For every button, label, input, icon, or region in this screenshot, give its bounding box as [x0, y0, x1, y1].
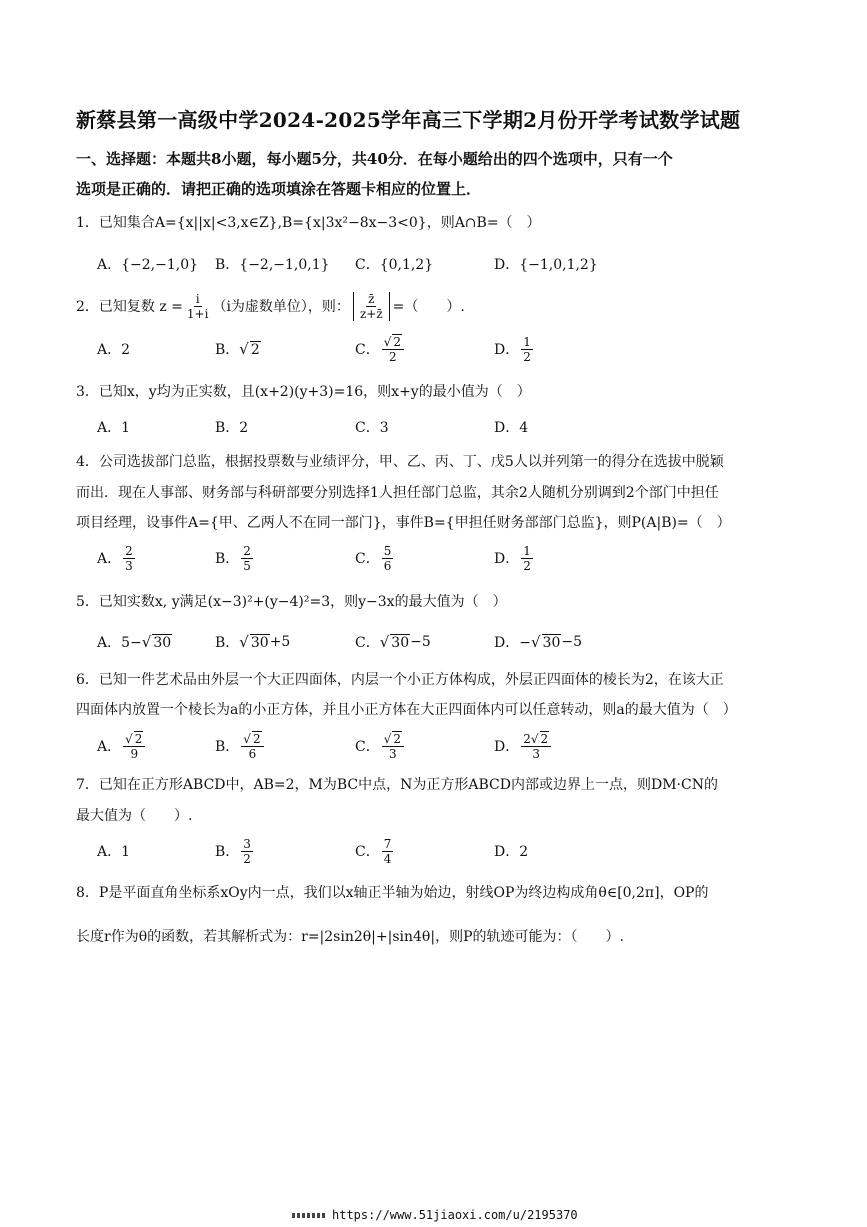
q2-fraction-num: i	[195, 291, 200, 306]
q1-option-b[interactable]: B．{−2,−1,0,1}	[215, 257, 330, 273]
q5-option-a[interactable]	[97, 624, 172, 660]
q4-options	[97, 540, 717, 576]
q4-line-2: 而出．现在人事部、财务部与科研部要分别选择1人担任部门总监，其余2人随机分别调到2个部门中担任	[76, 485, 719, 501]
q6-option-a-fraction	[123, 731, 145, 761]
q2-option-a[interactable]: A．2	[97, 342, 131, 358]
q2-option-c-fraction	[382, 334, 404, 364]
q2-option-b-key: B．	[215, 342, 240, 358]
q1-option-a[interactable]: A．{−2,−1,0}	[97, 257, 199, 273]
q2-option-c-key: C．	[355, 342, 380, 358]
q5-option-d-tail: −5	[561, 634, 582, 650]
q4-option-c-den: 6	[383, 558, 392, 573]
q6-option-c-num: √ 2	[382, 731, 404, 747]
q4-option-d-den: 2	[523, 558, 531, 573]
q2-stem-a: 2．已知复数 z =	[76, 299, 183, 315]
q7-option-c-den: 4	[383, 851, 392, 866]
q3-options	[97, 409, 717, 445]
q2-stem	[76, 292, 736, 320]
q2-option-d-fraction	[521, 335, 533, 364]
radical-sign: √	[530, 633, 541, 651]
q6-option-b-fraction	[241, 731, 263, 761]
q4-option-a-den: 3	[125, 558, 133, 573]
q7-option-c-fraction	[382, 837, 394, 866]
q2-option-d[interactable]	[494, 331, 535, 367]
q5-option-b[interactable]	[215, 624, 290, 660]
q7-option-d[interactable]: D．2	[494, 844, 529, 860]
q5-stem: 5．已知实数x, y满足(x−3)²+(y−4)²=3，则y−3x的最大值为（ ）	[76, 594, 507, 610]
q2-option-b[interactable]	[215, 331, 261, 367]
q6-option-d[interactable]	[494, 728, 553, 764]
q2-option-c-radicand: 2	[393, 335, 402, 349]
q2-option-b-radicand: 2	[250, 341, 260, 358]
q6-option-c-den: 3	[389, 747, 397, 761]
q8-line-1: 8．P是平面直角坐标系xOy内一点，我们以x轴正半轴为始边，射线OP为终边构成角θ∈[0,2π]，OP的	[76, 885, 709, 901]
section-line-2: 选项是正确的．请把正确的选项填涂在答题卡相应的位置上．	[76, 180, 482, 198]
q6-option-a-radicand: 2	[134, 732, 143, 746]
q5-option-c-tail: −5	[410, 634, 431, 650]
q3-option-c[interactable]: C．3	[355, 420, 389, 436]
q6-option-b-radicand: 2	[252, 732, 261, 746]
q6-option-d-key: D．	[494, 739, 520, 755]
q6-option-a-num: √ 2	[123, 731, 145, 747]
q7-option-b-num: 3	[243, 836, 251, 851]
q5-option-d-key: D．−	[494, 635, 531, 651]
q7-option-b-key: B．	[215, 844, 240, 860]
q7-option-a[interactable]: A．1	[97, 844, 131, 860]
q5-option-b-key: B．	[215, 635, 240, 651]
footer	[292, 1208, 578, 1222]
radical-sign: √	[379, 633, 390, 651]
q6-option-d-den: 3	[532, 747, 541, 761]
q2-abs-num: z̄	[368, 291, 375, 306]
q8-line-2: 长度r作为θ的函数，若其解析式为：r=|2sin2θ|+|sin4θ|，则P的轨迹可能为：（ ）.	[76, 929, 624, 945]
q4-option-b-den: 5	[243, 558, 251, 573]
q2-options	[97, 331, 717, 367]
q6-option-a[interactable]	[97, 728, 147, 764]
q4-option-c-num: 5	[383, 543, 392, 558]
q4-line-3: 项目经理，设事件A={甲、乙两人不在同一部门}，事件B={甲担任财务部部门总监}，则P(A|B)=（ ）	[76, 515, 731, 531]
q2-abs-den: z+z̄	[359, 306, 383, 321]
q2-stem-c: =（ ）.	[392, 299, 465, 315]
q6-option-d-num: 2√ 2	[521, 731, 551, 747]
q4-option-d[interactable]	[494, 540, 535, 576]
q5-option-c-radicand: 30	[391, 634, 410, 651]
section-instructions	[76, 144, 736, 204]
q5-option-c[interactable]	[355, 624, 431, 660]
q2-option-d-num: 1	[523, 334, 531, 349]
q4-option-a[interactable]	[97, 540, 137, 576]
q2-abs-fraction	[358, 292, 385, 321]
q6-option-b[interactable]	[215, 728, 266, 764]
q2-option-d-key: D．	[494, 342, 520, 358]
q4-option-b-num: 2	[243, 543, 251, 558]
q4-line-1: 4．公司选拔部门总监，根据投票数与业绩评分，甲、乙、丙、丁、戊5人以并列第一的得分在选拔中脱颖	[76, 454, 724, 470]
q2-stem-b: （i为虚数单位），则：	[212, 299, 350, 315]
q6-option-a-key: A．	[97, 739, 122, 755]
q6-option-d-fraction	[521, 731, 551, 761]
q6-option-a-den: 9	[130, 747, 139, 761]
q5-option-b-radicand: 30	[250, 634, 269, 651]
q6-option-c-key: C．	[355, 739, 380, 755]
q5-option-a-key: A．5−	[97, 635, 142, 651]
q4-option-c-fraction	[382, 544, 394, 573]
q2-abs	[353, 292, 390, 321]
q4-option-a-fraction	[123, 544, 135, 573]
radical-sign: √	[141, 633, 152, 651]
radical-sign: √	[239, 340, 249, 358]
q3-option-a[interactable]: A．1	[97, 420, 131, 436]
q7-option-b[interactable]	[215, 833, 255, 869]
exam-title: 新蔡县第一高级中学2024-2025学年高三下学期2月份开学考试数学试题	[76, 108, 741, 132]
q4-option-d-fraction	[521, 544, 533, 573]
q5-option-d[interactable]	[494, 624, 582, 660]
q7-option-c-num: 7	[383, 836, 392, 851]
q4-option-c-key: C．	[355, 551, 380, 567]
q4-option-d-num: 1	[523, 543, 531, 558]
q4-option-b-key: B．	[215, 551, 240, 567]
q7-option-c[interactable]	[355, 833, 395, 869]
q2-fraction-den: 1+i	[186, 306, 209, 321]
q4-option-a-num: 2	[125, 543, 133, 558]
q6-option-b-key: B．	[215, 739, 240, 755]
footer-mark-icon	[292, 1213, 326, 1218]
q4-option-b-fraction	[241, 544, 253, 573]
q2-option-c-num: √ 2	[382, 334, 404, 350]
q4-option-a-key: A．	[97, 551, 122, 567]
q7-line-1: 7．已知在正方形ABCD中，AB=2，M为BC中点，N为正方形ABCD内部或边界上一点，则DM·CN的	[76, 777, 718, 793]
q1-stem: 1．已知集合A={x||x|<3,x∈Z},B={x|3x²−8x−3<0}，则A∩B=（ ）	[76, 215, 541, 231]
q6-options	[97, 728, 717, 764]
q5-option-d-radicand: 30	[542, 634, 561, 651]
q6-option-b-den: 6	[248, 747, 257, 761]
q7-options	[97, 833, 717, 869]
q7-option-c-key: C．	[355, 844, 380, 860]
q3-option-b[interactable]: B．2	[215, 420, 249, 436]
footer-url[interactable]: https://www.51jiaoxi.com/u/2195370	[332, 1208, 578, 1222]
q2-option-d-den: 2	[523, 349, 531, 364]
q7-option-b-fraction	[241, 837, 253, 866]
section-line-1: 一、选择题：本题共8小题，每小题5分，共40分．在每小题给出的四个选项中，只有一个	[76, 150, 673, 168]
q6-option-c-radicand: 2	[393, 732, 402, 746]
q4-option-d-key: D．	[494, 551, 520, 567]
q2-option-c-den: 2	[389, 350, 397, 364]
q6-line-2: 四面体内放置一个棱长为a的小正方体，并且小正方体在大正四面体内可以任意转动，则a的最大值为（ ）	[76, 702, 737, 718]
q1-options	[97, 246, 717, 282]
q6-option-b-num: √ 2	[241, 731, 263, 747]
q1-option-c[interactable]: C．{0,1,2}	[355, 257, 434, 273]
q5-options	[97, 624, 717, 660]
q6-option-c[interactable]	[355, 728, 406, 764]
q6-option-c-fraction	[382, 731, 404, 761]
q2-option-c[interactable]	[355, 331, 406, 367]
q6-line-1: 6．已知一件艺术品由外层一个大正四面体，内层一个小正方体构成，外层正四面体的棱长为2，在该大正	[76, 672, 724, 688]
radical-sign: √	[239, 633, 249, 651]
q3-stem: 3．已知x，y均为正实数，且(x+2)(y+3)=16，则x+y的最小值为（ ）	[76, 384, 531, 400]
q5-option-a-radicand: 30	[153, 634, 172, 651]
q4-option-b[interactable]	[215, 540, 255, 576]
q2-fraction	[185, 292, 211, 321]
q6-option-d-radicand: 2	[540, 732, 549, 746]
q3-option-d[interactable]: D．4	[494, 420, 529, 436]
q7-option-b-den: 2	[243, 851, 251, 866]
q5-option-c-key: C．	[355, 635, 380, 651]
q4-option-c[interactable]	[355, 540, 395, 576]
q6-option-d-coef: 2	[523, 732, 531, 746]
q1-option-d[interactable]: D．{−1,0,1,2}	[494, 257, 598, 273]
q7-line-2: 最大值为（ ）.	[76, 808, 193, 824]
q5-option-b-tail: +5	[269, 634, 291, 650]
